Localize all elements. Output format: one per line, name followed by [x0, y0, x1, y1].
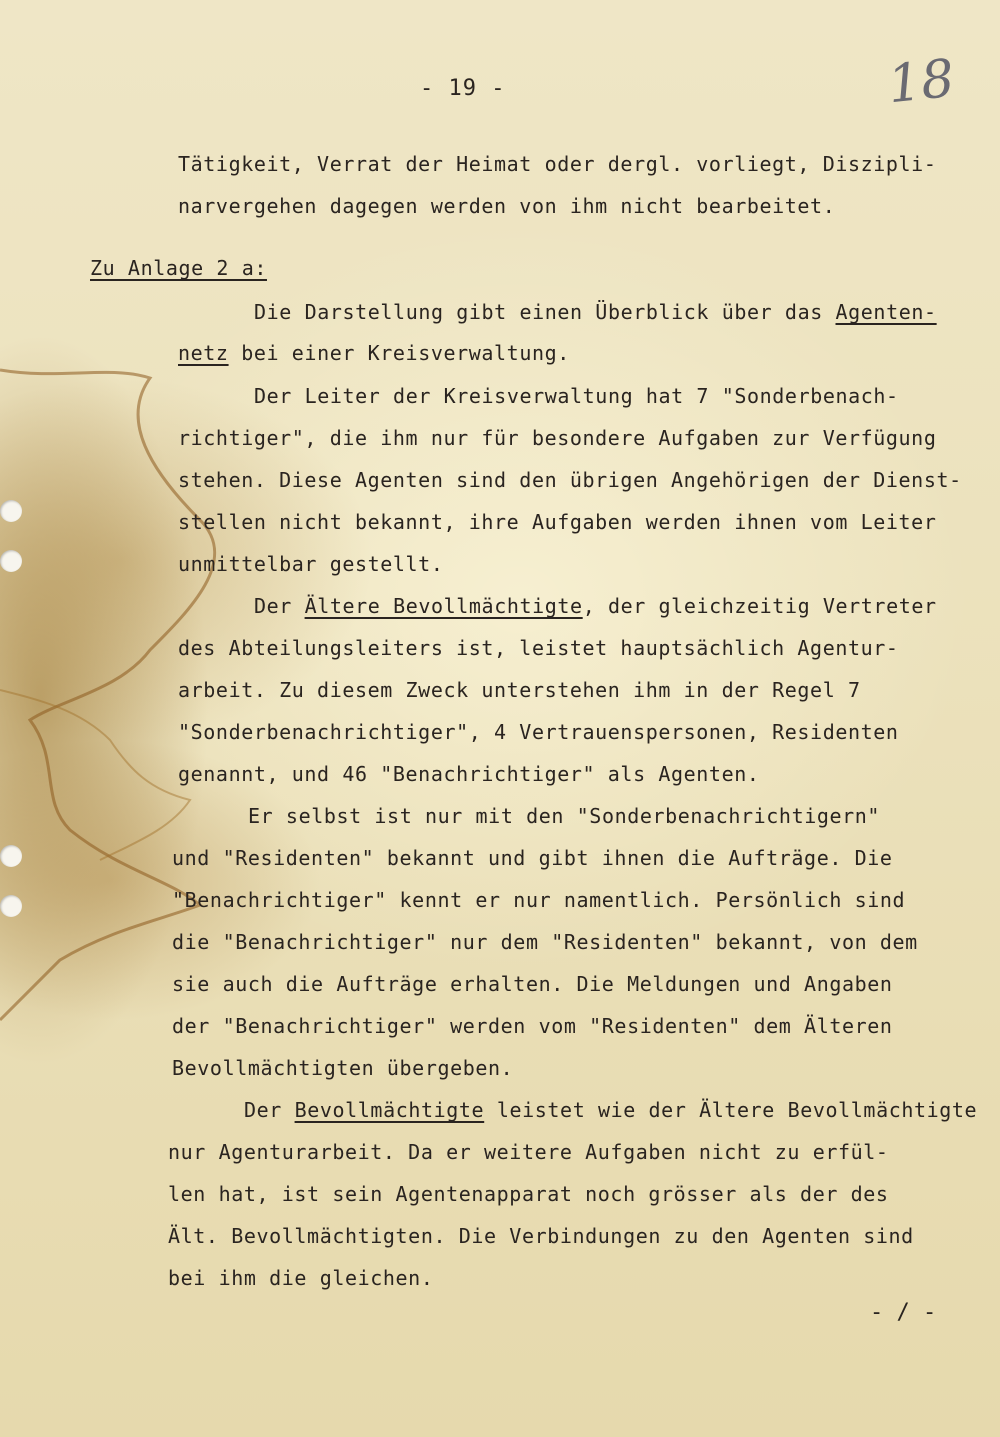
underlined-term: Agenten- — [835, 300, 937, 324]
text-segment: Der — [244, 1098, 295, 1122]
text-line: sie auch die Aufträge erhalten. Die Meldungen und Angaben — [172, 972, 893, 996]
text-segment: Der — [254, 594, 305, 618]
text-line — [244, 1098, 977, 1122]
text-line: richtiger", die ihm nur für besondere Aufgaben zur Verfügung — [178, 426, 937, 450]
text-line: "Benachrichtiger" kennt er nur namentlich. Persönlich sind — [172, 888, 906, 912]
text-segment: , der gleichzeitig Vertreter — [582, 594, 937, 618]
text-line — [254, 300, 937, 324]
text-segment: Die Darstellung gibt einen Überblick über das — [254, 300, 836, 324]
text-line: des Abteilungsleiters ist, leistet hauptsächlich Agentur- — [178, 636, 899, 660]
text-line: stehen. Diese Agenten sind den übrigen Angehörigen der Dienst- — [178, 468, 962, 492]
punch-hole — [0, 895, 22, 917]
text-line: arbeit. Zu diesem Zweck unterstehen ihm in der Regel 7 — [178, 678, 861, 702]
text-segment: bei einer Kreisverwaltung. — [228, 341, 570, 365]
handwritten-page-number: 18 — [885, 48, 958, 116]
text-line: narvergehen dagegen werden von ihm nicht bearbeitet. — [178, 194, 836, 218]
text-line: der "Benachrichtiger" werden vom "Residenten" dem Älteren — [172, 1014, 893, 1038]
text-segment: leistet wie der Ältere Bevollmächtigte — [484, 1098, 978, 1122]
text-line: Der Leiter der Kreisverwaltung hat 7 "Sonderbenach- — [254, 384, 899, 408]
text-line — [254, 594, 937, 618]
text-line: Ält. Bevollmächtigten. Die Verbindungen zu den Agenten sind — [168, 1224, 914, 1248]
punch-hole — [0, 500, 22, 522]
underlined-term: Bevollmächtigte — [294, 1098, 485, 1122]
text-line: genannt, und 46 "Benachrichtiger" als Agenten. — [178, 762, 760, 786]
text-line — [178, 341, 570, 365]
text-line: nur Agenturarbeit. Da er weitere Aufgaben nicht zu erfül- — [168, 1140, 889, 1164]
text-line: Er selbst ist nur mit den "Sonderbenachrichtigern" — [248, 804, 881, 828]
text-line: bei ihm die gleichen. — [168, 1266, 434, 1290]
punch-hole — [0, 845, 22, 867]
text-line: und "Residenten" bekannt und gibt ihnen die Aufträge. Die — [172, 846, 893, 870]
text-line: Bevollmächtigten übergeben. — [172, 1056, 514, 1080]
text-line: "Sonderbenachrichtiger", 4 Vertrauenspersonen, Residenten — [178, 720, 899, 744]
section-heading: Zu Anlage 2 a: — [90, 256, 267, 280]
text-line: len hat, ist sein Agentenapparat noch grösser als der des — [168, 1182, 889, 1206]
underlined-term: netz — [178, 341, 229, 365]
text-line: die "Benachrichtiger" nur dem "Residenten" bekannt, von dem — [172, 930, 918, 954]
text-line: unmittelbar gestellt. — [178, 552, 444, 576]
underlined-term: Ältere Bevollmächtigte — [304, 594, 583, 618]
page-number: - 19 - — [420, 76, 506, 101]
punch-hole — [0, 550, 22, 572]
text-line: Tätigkeit, Verrat der Heimat oder dergl. vorliegt, Diszipli- — [178, 152, 937, 176]
text-line: stellen nicht bekannt, ihre Aufgaben werden ihnen vom Leiter — [178, 510, 937, 534]
continuation-mark: - / - — [870, 1300, 937, 1325]
